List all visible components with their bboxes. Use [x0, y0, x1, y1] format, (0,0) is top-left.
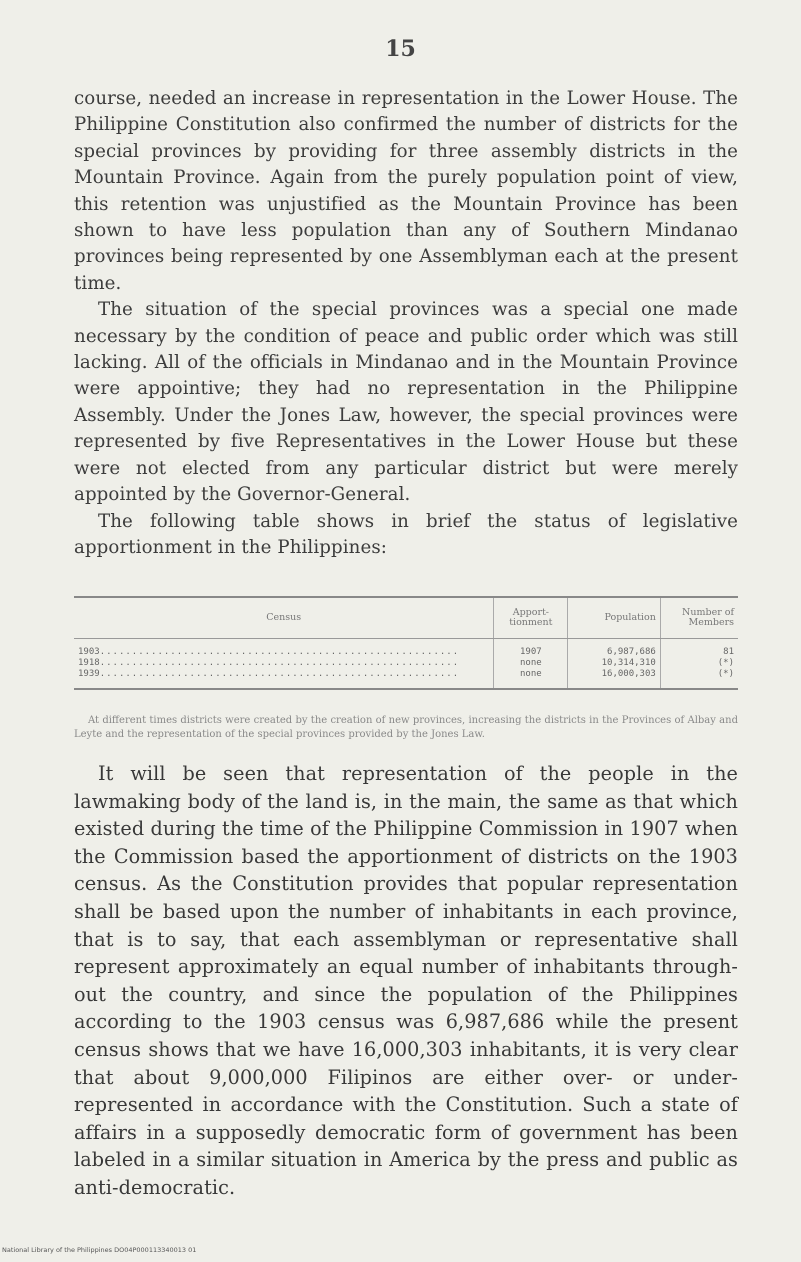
body-text-top — [74, 86, 738, 561]
header-apportionment: Apport-tionment — [494, 597, 568, 639]
table-header-row — [74, 597, 738, 639]
footnote-text: At different times districts were created by the creation of new provinces, increasing the districts in the Provinces of Albay and Leyte and the representation of the special provinces provided by the Jones Law. — [74, 715, 738, 740]
table-row: 1939........................................................ none 16,000,303 (*) — [74, 669, 738, 689]
header-population: Population — [568, 597, 660, 639]
paragraph-2: The situation of the special provinces was a special one made necessary by the condition of peace and public order which was still lacking. All of the officials in Mindanao and in the Mountain Province were appointive; they had no representation in the Philippine Assembly. Under the Jones Law, however, the special provinces were represented by five Representatives in the Lower House but these were not elected from any particular district but were merely appointed by the Governor-General. — [74, 299, 738, 506]
scan-credit: National Library of the Philippines DO04P000113340013 01 — [2, 1246, 197, 1254]
cell-apportionment: none — [494, 658, 568, 669]
cell-population: 16,000,303 — [568, 669, 660, 689]
paragraph-1: course, needed an increase in representation in the Lower House. The Philippine Constitution also confirmed the number of districts for the special provinces by providing for three assembly districts in the Mountain Province. Again from the purely population point of view, this retention was unjustified as the Mountain Province has been shown to have less population than any of Southern Mindanao provinces being represented by one Assemblyman each at the present time. — [74, 88, 738, 294]
table-row: 1918........................................................ none 10,314,310 (*) — [74, 658, 738, 669]
cell-members: (*) — [660, 669, 738, 689]
cell-census: 1918 — [78, 658, 100, 668]
table-footnote — [74, 714, 738, 742]
cell-members: 81 — [660, 639, 738, 659]
cell-population: 6,987,686 — [568, 639, 660, 659]
cell-members: (*) — [660, 658, 738, 669]
cell-apportionment: 1907 — [494, 639, 568, 659]
cell-census: 1903 — [78, 647, 100, 657]
header-census: Census — [74, 597, 494, 639]
apportionment-table — [74, 596, 738, 690]
body-text-bottom — [74, 760, 738, 1202]
cell-population: 10,314,310 — [568, 658, 660, 669]
cell-census: 1939 — [78, 669, 100, 679]
paragraph-3: The following table shows in brief the status of legislative apportionment in the Philippines: — [74, 510, 738, 558]
page-number: 15 — [385, 36, 416, 62]
table-row: 1903........................................................ 1907 6,987,686 81 — [74, 639, 738, 659]
cell-apportionment: none — [494, 669, 568, 689]
header-members: Number of Members — [660, 597, 738, 639]
paragraph-4: It will be seen that representation of the people in the lawmaking body of the land is, in the main, the same as that which existed during the time of the Philippine Commission in 1907 when the Commission based the apportionment of districts on the 1903 census. As the Constitution provides that popular representation shall be based upon the number of inhabitants in each province, that is to say, that each assemblyman or representative shall represent approximately an equal number of inhabitants through-out the country, and since the population of the Philippines according to the 1903 census was 6,987,686 while the present census shows that we have 16,000,303 inhabitants, it is very clear that about 9,000,000 Filipinos are either over- or under-represented in accordance with the Constitution. Such a state of affairs in a supposedly democratic form of government has been labeled in a similar situation in America by the press and public as anti-democratic. — [74, 762, 738, 1199]
